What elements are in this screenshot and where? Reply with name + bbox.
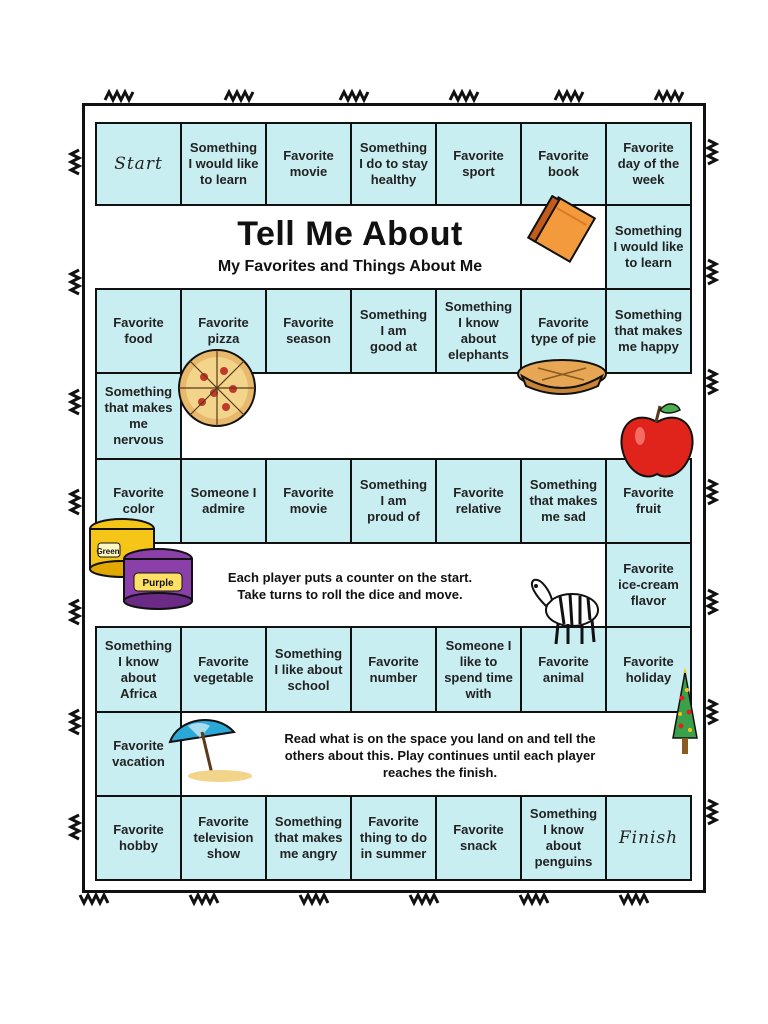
space-row1-4: Favorite sport xyxy=(435,122,522,206)
space-row4-0: Something I know about Africa xyxy=(95,626,182,713)
space-row1-3: Something I do to stay healthy xyxy=(350,122,437,206)
instructions-2: Read what is on the space you land on and tell the others about this. Play continues until each player reaches the finish. xyxy=(284,731,596,780)
space-row3-6: Favorite fruit xyxy=(605,458,692,544)
clay-label-green: Green xyxy=(96,547,120,556)
space-row1-1: Something I would like to learn xyxy=(180,122,267,206)
space-row3-3: Something I am proud of xyxy=(350,458,437,544)
start-space: Start xyxy=(95,122,182,206)
space-connector-2: Something that makes me nervous xyxy=(95,372,182,460)
space-row2-1: Favorite pizza xyxy=(180,288,267,374)
space-row3-5: Something that makes me sad xyxy=(520,458,607,544)
space-row5-4: Favorite snack xyxy=(435,795,522,881)
space-row4-4: Someone I like to spend time with xyxy=(435,626,522,713)
pie-icon xyxy=(514,356,610,396)
pizza-icon xyxy=(176,347,258,429)
zebra-icon xyxy=(524,576,604,648)
space-row4-5: Favorite animal xyxy=(520,626,607,713)
space-row3-0: Favorite color xyxy=(95,458,182,544)
space-row5-2: Something that makes me angry xyxy=(265,795,352,881)
finish-space: Finish xyxy=(605,795,692,881)
space-row1-5: Favorite book xyxy=(520,122,607,206)
space-row2-0: Favorite food xyxy=(95,288,182,374)
space-row4-6: Favorite holiday xyxy=(605,626,692,713)
space-row5-5: Something I know about penguins xyxy=(520,795,607,881)
space-row2-3: Something I am good at xyxy=(350,288,437,374)
space-row2-6: Something that makes me happy xyxy=(605,288,692,374)
clay-label-purple: Purple xyxy=(142,578,174,589)
board-subtitle: My Favorites and Things About Me xyxy=(217,258,483,275)
space-row1-2: Favorite movie xyxy=(265,122,352,206)
space-row2-2: Favorite season xyxy=(265,288,352,374)
christmas-tree-icon xyxy=(670,668,700,758)
space-row2-5: Favorite type of pie xyxy=(520,288,607,374)
space-row5-3: Favorite thing to do in summer xyxy=(350,795,437,881)
space-connector-1: Something I would like to learn xyxy=(605,204,692,290)
instructions-1: Each player puts a counter on the start. Take turns to roll the dice and move. xyxy=(227,570,473,602)
space-row5-1: Favorite television show xyxy=(180,795,267,881)
book-icon xyxy=(525,195,605,265)
space-row4-2: Something I like about school xyxy=(265,626,352,713)
space-row4-3: Favorite number xyxy=(350,626,437,713)
board-title: Tell Me About xyxy=(237,215,463,253)
clay-tub-icon xyxy=(88,515,198,615)
space-row3-2: Favorite movie xyxy=(265,458,352,544)
space-row4-1: Favorite vegetable xyxy=(180,626,267,713)
space-row3-1: Someone I admire xyxy=(180,458,267,544)
apple-icon xyxy=(616,400,698,484)
space-row5-0: Favorite hobby xyxy=(95,795,182,881)
space-row1-6: Favorite day of the week xyxy=(605,122,692,206)
space-row3-4: Favorite relative xyxy=(435,458,522,544)
space-connector-4: Favorite vacation xyxy=(95,711,182,797)
space-connector-3: Favorite ice-cream flavor xyxy=(605,542,692,628)
space-row2-4: Something I know about elephants xyxy=(435,288,522,374)
beach-umbrella-icon xyxy=(164,712,254,784)
